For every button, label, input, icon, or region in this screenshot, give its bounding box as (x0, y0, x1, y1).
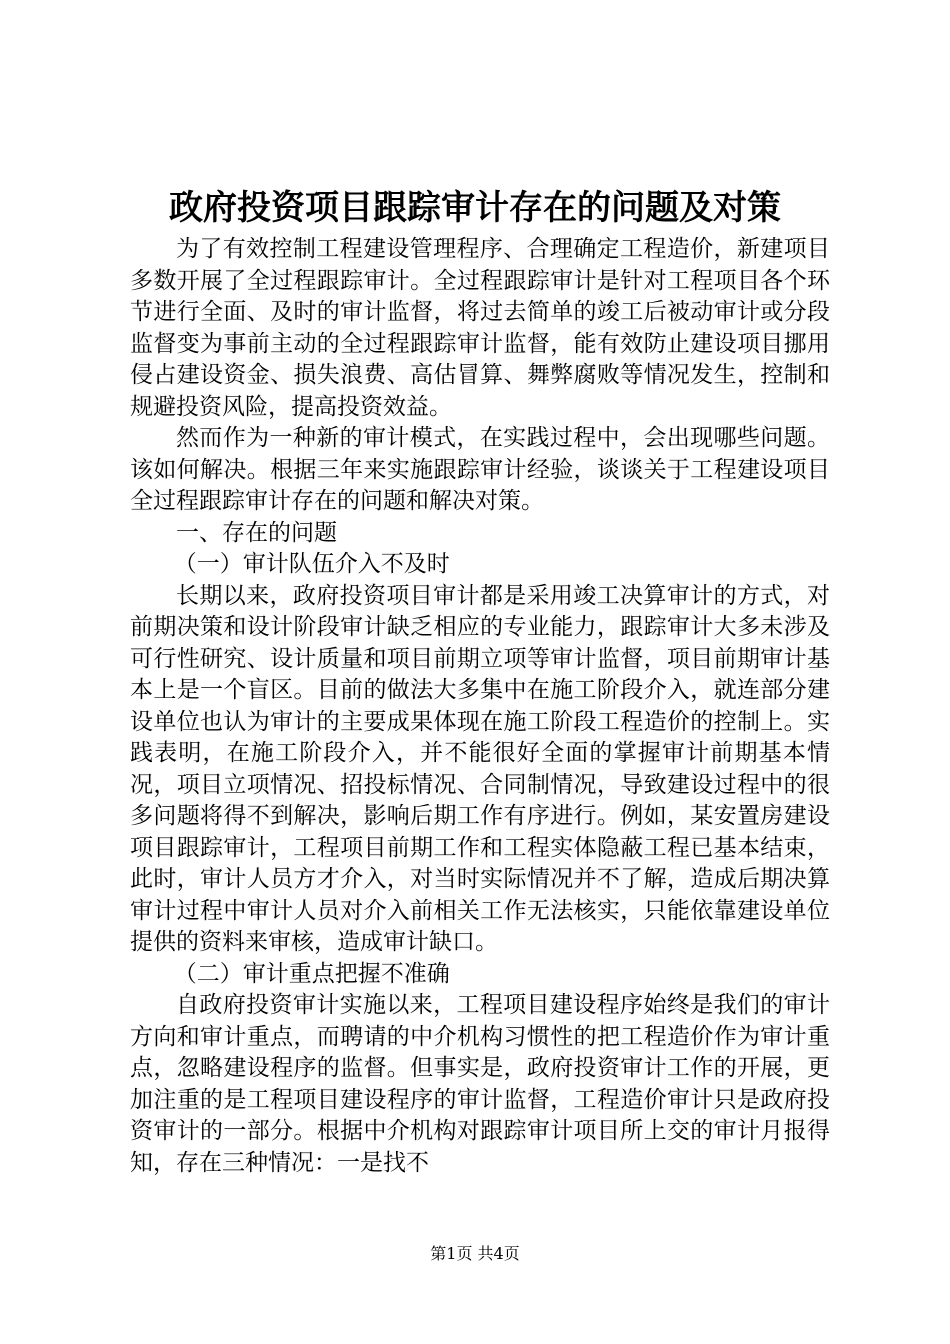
section-heading-problems: 一、存在的问题 (176, 519, 337, 546)
paragraph-intro: 为了有效控制工程建设管理程序、合理确定工程造价，新建项目多数开展了全过程跟踪审计。全过程跟踪审计是针对工程项目各个环节进行全面、及时的审计监督，将过去简单的竣工后被动审计或分段监督变为事前主动的全过程跟踪审计监督，能有效防止建设项目挪用侵占建设资金、损失浪费、高估冒算、舞弊腐败等情况发生，控制和规避投资风险，提高投资效益。 (130, 236, 830, 420)
paragraph-subsection-1: 长期以来，政府投资项目审计都是采用竣工决算审计的方式，对前期决策和设计阶段审计缺乏相应的专业能力，跟踪审计大多未涉及可行性研究、设计质量和项目前期立项等审计监督，项目前期审计基本上是一个盲区。目前的做法大多集中在施工阶段介入，就连部分建设单位也认为审计的主要成果体现在施工阶段工程造价的控制上。实践表明，在施工阶段介入，并不能很好全面的掌握审计前期基本情况，项目立项情况、招投标情况、合同制情况，导致建设过程中的很多问题将得不到解决，影响后期工作有序进行。例如，某安置房建设项目跟踪审计，工程项目前期工作和工程实体隐蔽工程已基本结束，此时，审计人员方才介入，对当时实际情况并不了解，造成后期决算审计过程中审计人员对介入前相关工作无法核实，只能依靠建设单位提供的资料来审核，造成审计缺口。 (130, 582, 830, 955)
subsection-heading-1: （一）审计队伍介入不及时 (173, 551, 450, 577)
subsection-heading-2: （二）审计重点把握不准确 (173, 960, 450, 987)
page-footer: 第1页 共4页 (430, 1244, 520, 1263)
paragraph-subsection-2: 自政府投资审计实施以来，工程项目建设程序始终是我们的审计方向和审计重点，而聘请的中介机构习惯性的把工程造价作为审计重点，忽略建设程序的监督。但事实是，政府投资审计工作的开展，更加注重的是工程项目建设程序的审计监督，工程造价审计只是政府投资审计的一部分。根据中介机构对跟踪审计项目所上交的审计月报得知，存在三种情况：一是找不 (130, 992, 830, 1176)
paragraph-context: 然而作为一种新的审计模式，在实践过程中，会出现哪些问题。该如何解决。根据三年来实施跟踪审计经验，谈谈关于工程建设项目全过程跟踪审计存在的问题和解决对策。 (130, 425, 830, 514)
document-body (130, 234, 830, 1179)
document-title: 政府投资项目跟踪审计存在的问题及对策 (169, 188, 781, 228)
